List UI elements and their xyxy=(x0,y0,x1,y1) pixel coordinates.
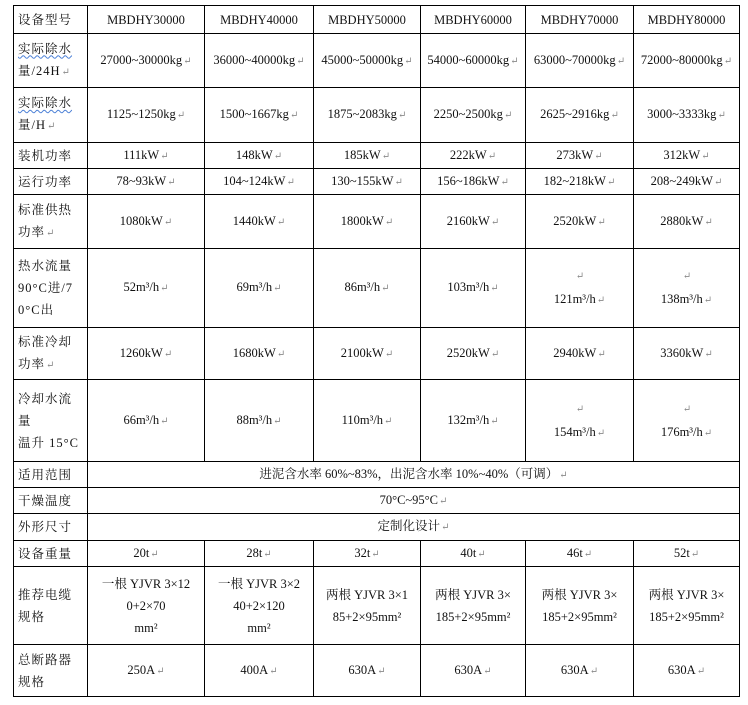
cable-cell: 两根 YJVR 3×1 85+2×95mm² xyxy=(314,567,421,645)
row-scope xyxy=(14,462,740,488)
value-cell: 630A↵ xyxy=(634,645,740,697)
value-cell: 78~93kW↵ xyxy=(88,169,205,195)
value-cell: 185kW↵ xyxy=(314,143,421,169)
value-cell: 69m³/h↵ xyxy=(205,249,314,328)
value-cell: 2625~2916kg↵ xyxy=(526,88,634,143)
row-installed-power xyxy=(14,143,740,169)
value-cell: ↵ 154m³/h↵ xyxy=(526,380,634,462)
value-cell: 1875~2083kg↵ xyxy=(314,88,421,143)
cable-cell: 两根 YJVR 3× 185+2×95mm² xyxy=(526,567,634,645)
value-cell: 1680kW↵ xyxy=(205,328,314,380)
value-cell: 52m³/h↵ xyxy=(88,249,205,328)
row-model xyxy=(14,6,740,34)
value-cell: 630A↵ xyxy=(421,645,526,697)
value-cell: 2250~2500kg↵ xyxy=(421,88,526,143)
value-cell: ↵ 176m³/h↵ xyxy=(634,380,740,462)
value-cell: 273kW↵ xyxy=(526,143,634,169)
model-cell: MBDHY30000 xyxy=(88,6,205,34)
merged-value-cell: 定制化设计↵ xyxy=(88,514,740,541)
value-cell: 3000~3333kg↵ xyxy=(634,88,740,143)
value-cell: 66m³/h↵ xyxy=(88,380,205,462)
value-cell: 28t↵ xyxy=(205,541,314,567)
label-hot-water: 热水流量 90°C进/7 0°C出 xyxy=(14,249,88,328)
merged-value-cell: 进泥含水率 60%~83%，出泥含水率 10%~40%（可调）↵ xyxy=(88,462,740,488)
value-cell: 88m³/h↵ xyxy=(205,380,314,462)
row-hourly-removal xyxy=(14,88,740,143)
value-cell: 86m³/h↵ xyxy=(314,249,421,328)
value-cell: 63000~70000kg↵ xyxy=(526,34,634,88)
label-heat-supply: 标准供热 功率↵ xyxy=(14,195,88,249)
label-weight: 设备重量 xyxy=(14,541,88,567)
label-cooling-water: 冷却水流 量 温升 15°C xyxy=(14,380,88,462)
value-cell: 156~186kW↵ xyxy=(421,169,526,195)
value-cell: 222kW↵ xyxy=(421,143,526,169)
value-cell: 2940kW↵ xyxy=(526,328,634,380)
label-installed-power: 装机功率 xyxy=(14,143,88,169)
value-cell: 2100kW↵ xyxy=(314,328,421,380)
label-dimensions: 外形尺寸 xyxy=(14,514,88,541)
row-cooling-water xyxy=(14,380,740,462)
value-cell: 132m³/h↵ xyxy=(421,380,526,462)
row-breaker xyxy=(14,645,740,697)
row-cable xyxy=(14,567,740,645)
value-cell: 1440kW↵ xyxy=(205,195,314,249)
cable-cell: 两根 YJVR 3× 185+2×95mm² xyxy=(421,567,526,645)
value-cell: 1800kW↵ xyxy=(314,195,421,249)
value-cell: 20t↵ xyxy=(88,541,205,567)
model-cell: MBDHY80000 xyxy=(634,6,740,34)
row-cooling-power xyxy=(14,328,740,380)
model-cell: MBDHY60000 xyxy=(421,6,526,34)
label-cooling-power: 标准冷却 功率↵ xyxy=(14,328,88,380)
value-cell: 182~218kW↵ xyxy=(526,169,634,195)
merged-value-cell: 70°C~95°C↵ xyxy=(88,488,740,514)
value-cell: 1080kW↵ xyxy=(88,195,205,249)
model-cell: MBDHY70000 xyxy=(526,6,634,34)
label-hourly-removal: 实际除水 量/H↵ xyxy=(14,88,88,143)
value-cell: 1260kW↵ xyxy=(88,328,205,380)
value-cell: 400A↵ xyxy=(205,645,314,697)
value-cell: 54000~60000kg↵ xyxy=(421,34,526,88)
value-cell: 1125~1250kg↵ xyxy=(88,88,205,143)
value-cell: 111kW↵ xyxy=(88,143,205,169)
cable-cell: 一根 YJVR 3×2 40+2×120 mm² xyxy=(205,567,314,645)
row-heat-supply xyxy=(14,195,740,249)
equipment-spec-table xyxy=(13,5,740,697)
label-model: 设备型号 xyxy=(14,6,88,34)
label-drying-temp: 干燥温度 xyxy=(14,488,88,514)
value-cell: 32t↵ xyxy=(314,541,421,567)
label-scope: 适用范围 xyxy=(14,462,88,488)
value-cell: 3360kW↵ xyxy=(634,328,740,380)
model-cell: MBDHY50000 xyxy=(314,6,421,34)
value-cell: 630A↵ xyxy=(526,645,634,697)
value-cell: 27000~30000kg↵ xyxy=(88,34,205,88)
value-cell: 312kW↵ xyxy=(634,143,740,169)
label-cable: 推荐电缆 规格 xyxy=(14,567,88,645)
row-dimensions xyxy=(14,514,740,541)
row-hot-water xyxy=(14,249,740,328)
model-cell: MBDHY40000 xyxy=(205,6,314,34)
value-cell: 2160kW↵ xyxy=(421,195,526,249)
label-breaker: 总断路器 规格 xyxy=(14,645,88,697)
value-cell: 250A↵ xyxy=(88,645,205,697)
row-weight xyxy=(14,541,740,567)
label-daily-removal: 实际除水 量/24H↵ xyxy=(14,34,88,88)
value-cell: 110m³/h↵ xyxy=(314,380,421,462)
value-cell: 104~124kW↵ xyxy=(205,169,314,195)
row-running-power xyxy=(14,169,740,195)
cable-cell: 两根 YJVR 3× 185+2×95mm² xyxy=(634,567,740,645)
value-cell: 148kW↵ xyxy=(205,143,314,169)
value-cell: 1500~1667kg↵ xyxy=(205,88,314,143)
value-cell: 46t↵ xyxy=(526,541,634,567)
value-cell: 103m³/h↵ xyxy=(421,249,526,328)
value-cell: ↵ 121m³/h↵ xyxy=(526,249,634,328)
value-cell: 630A↵ xyxy=(314,645,421,697)
value-cell: 52t↵ xyxy=(634,541,740,567)
row-drying-temp xyxy=(14,488,740,514)
value-cell: 208~249kW↵ xyxy=(634,169,740,195)
value-cell: 2520kW↵ xyxy=(526,195,634,249)
value-cell: 130~155kW↵ xyxy=(314,169,421,195)
value-cell: 2880kW↵ xyxy=(634,195,740,249)
label-running-power: 运行功率 xyxy=(14,169,88,195)
row-daily-removal xyxy=(14,34,740,88)
value-cell: 45000~50000kg↵ xyxy=(314,34,421,88)
value-cell: 72000~80000kg↵ xyxy=(634,34,740,88)
value-cell: 36000~40000kg↵ xyxy=(205,34,314,88)
value-cell: ↵ 138m³/h↵ xyxy=(634,249,740,328)
cable-cell: 一根 YJVR 3×12 0+2×70 mm² xyxy=(88,567,205,645)
value-cell: 40t↵ xyxy=(421,541,526,567)
value-cell: 2520kW↵ xyxy=(421,328,526,380)
